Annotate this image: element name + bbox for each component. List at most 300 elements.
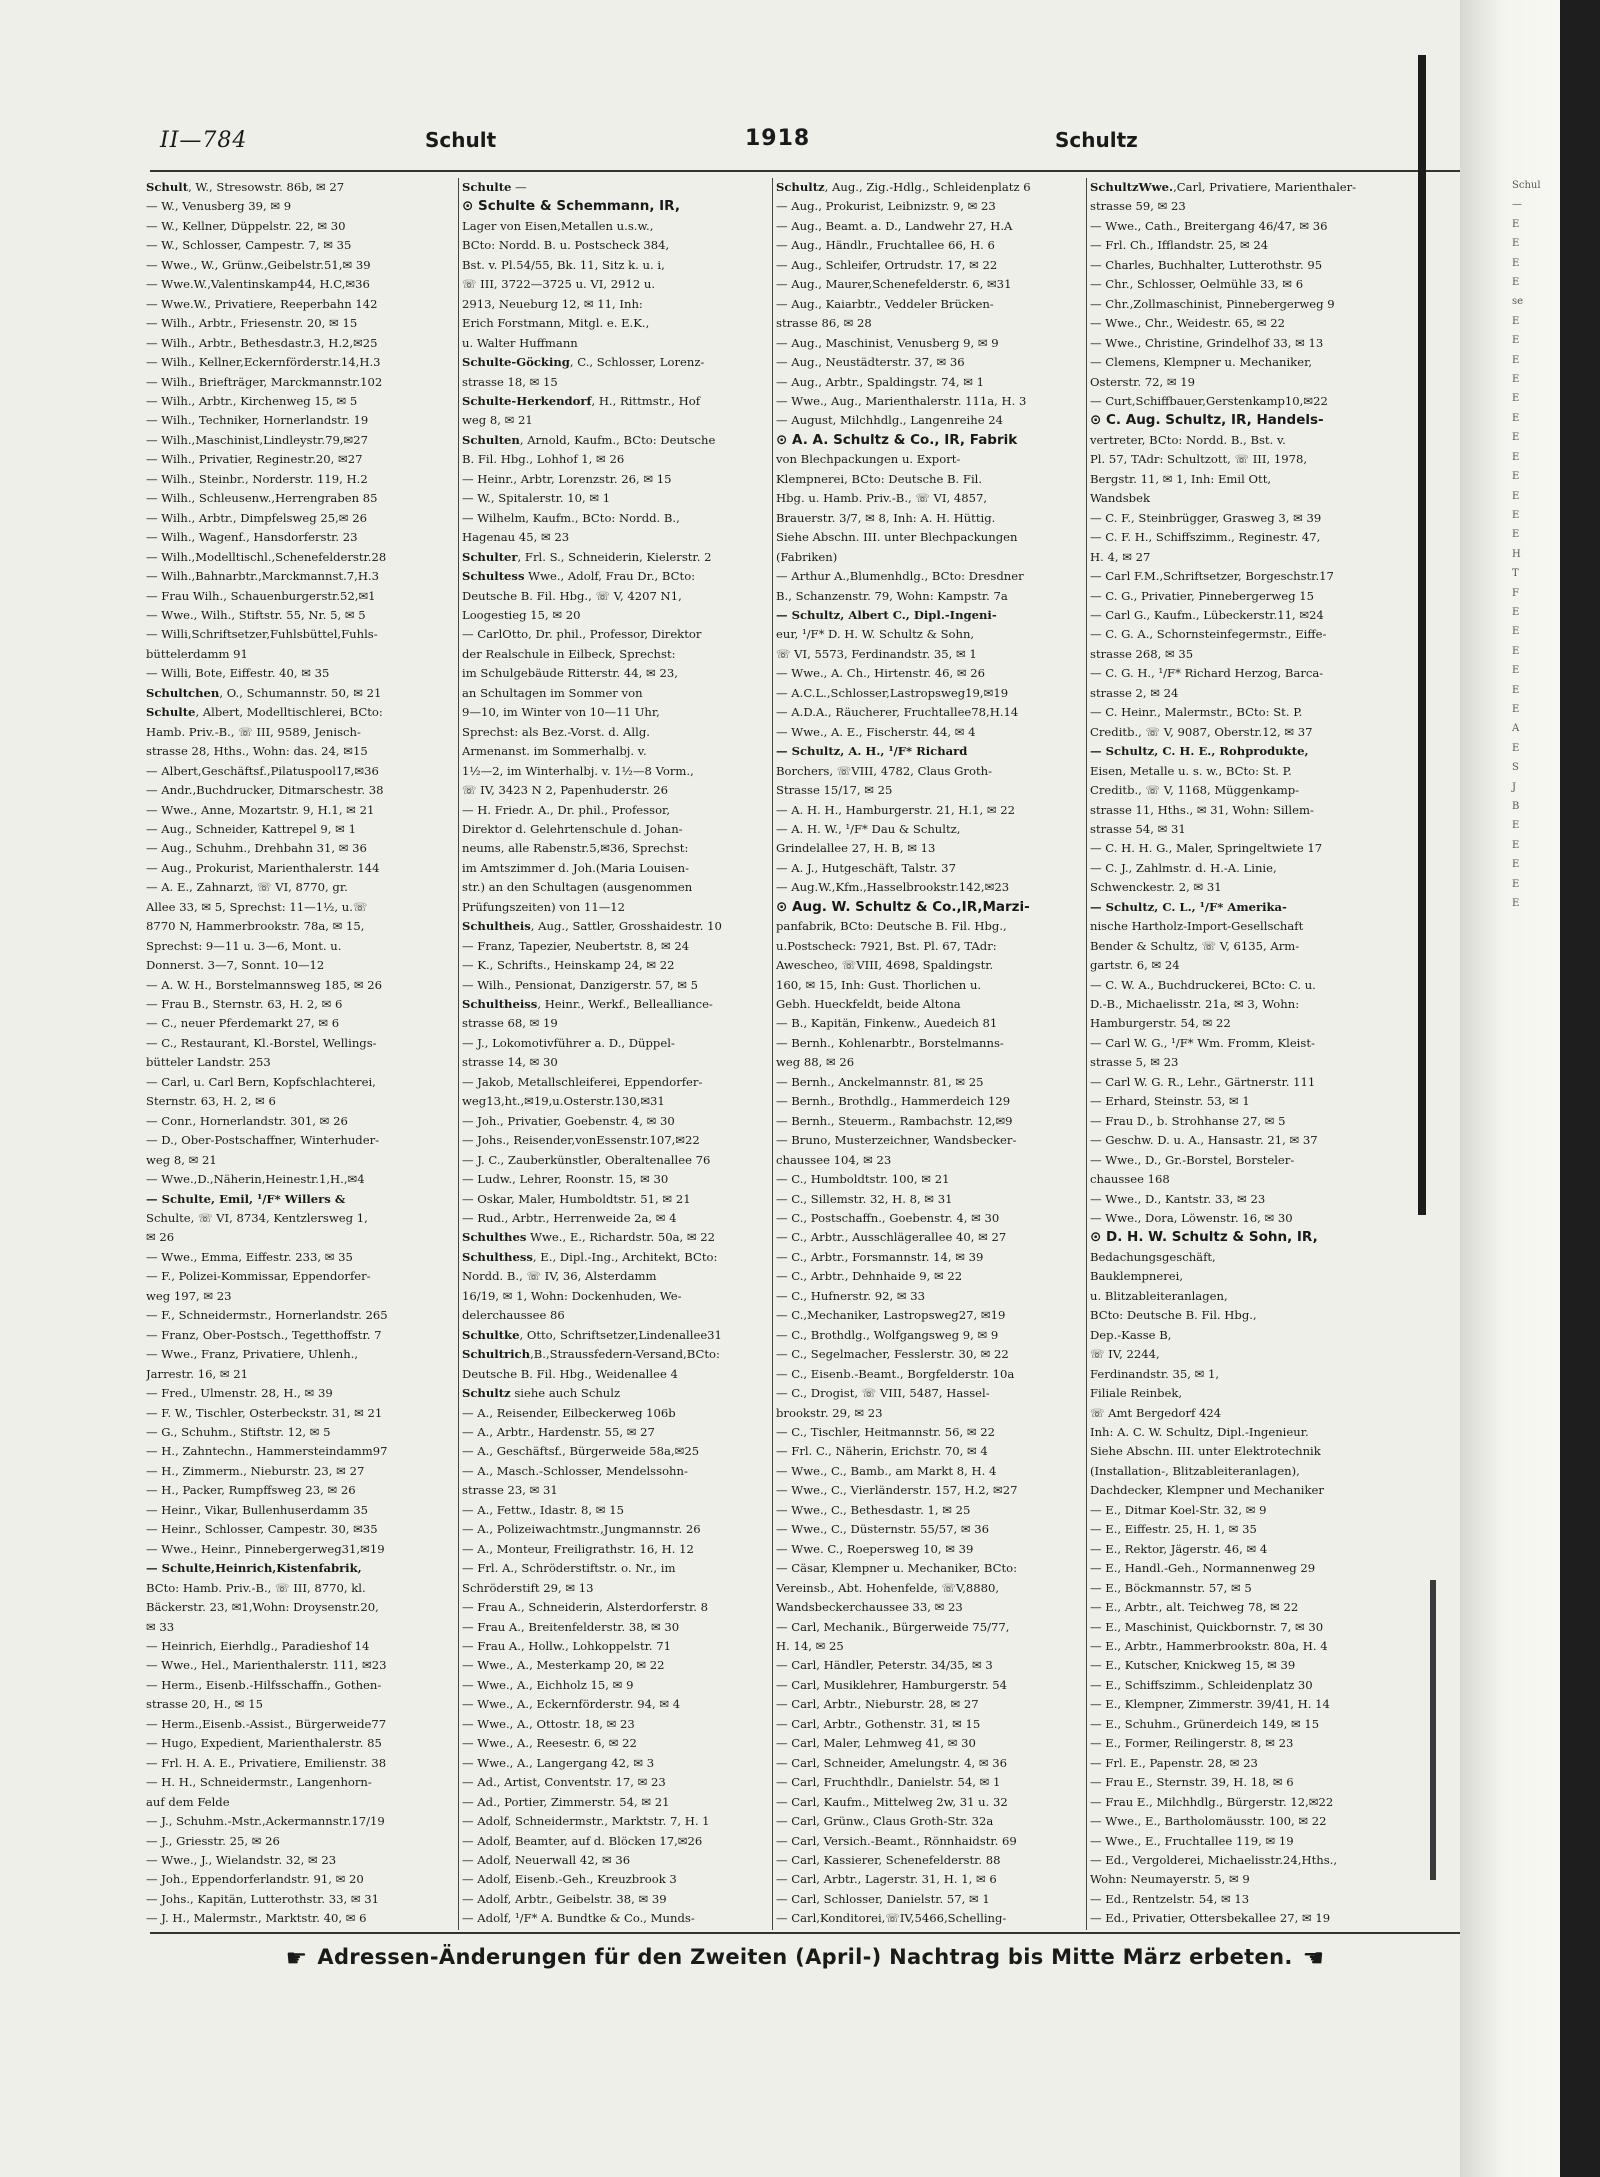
directory-entry: Bst. v. Pl.54/55, Bk. 11, Sitz k. u. i,	[462, 257, 665, 272]
directory-entry: — Wwe., A., Eckernförderstr. 94, ✉ 4	[462, 1697, 681, 1712]
directory-entry: — Wilh., Pensionat, Danzigerstr. 57, ✉ 5	[462, 977, 699, 992]
directory-entry: — C., Tischler, Heitmannstr. 56, ✉ 22	[776, 1425, 996, 1439]
directory-entry: Schultheiss, Heinr., Werkf., Bellealliance-	[462, 997, 713, 1012]
directory-entry: BCto: Nordd. B. u. Postscheck 384,	[462, 238, 670, 253]
directory-entry: Schulthess, E., Dipl.-Ing., Architekt, BCto:	[462, 1249, 718, 1264]
directory-entry: — C. F., Steinbrügger, Grasweg 3, ✉ 39	[1090, 510, 1322, 525]
next-page-fragment-line: E	[1512, 335, 1520, 347]
directory-entry: Gebh. Hueckfeldt, beide Altona	[776, 997, 961, 1012]
directory-entry: — Heinr., Vikar, Bullenhuserdamm 35	[146, 1502, 368, 1517]
directory-entry: u. Blitzableiteranlagen,	[1090, 1288, 1228, 1303]
next-page-fragment-line: E	[1512, 490, 1520, 502]
directory-entry: — B., Kapitän, Finkenw., Auedeich 81	[776, 1016, 998, 1031]
directory-entry: ⊙ Aug. W. Schultz & Co.,IR,Marzi-	[776, 898, 1030, 915]
next-page-fragment-line: E	[1512, 684, 1520, 696]
directory-entry: — Aug., Prokurist, Leibnizstr. 9, ✉ 23	[776, 199, 996, 214]
directory-entry: B., Schanzenstr. 79, Wohn: Kampstr. 7a	[776, 588, 1008, 603]
directory-entry: u.Postscheck: 7921, Bst. Pl. 67, TAdr:	[776, 938, 997, 953]
directory-entry: — J. H., Malermstr., Marktstr. 40, ✉ 6	[146, 1911, 367, 1926]
directory-entry: — D., Ober-Postschaffner, Winterhuder-	[146, 1133, 380, 1148]
footer-text: Adressen-Änderungen für den Zweiten (April-) Nachtrag bis Mitte März erbeten.	[317, 1945, 1293, 1969]
directory-entry: nische Hartholz-Import-Gesellschaft	[1090, 919, 1304, 934]
directory-entry: — Bernh., Anckelmannstr. 81, ✉ 25	[776, 1074, 984, 1089]
next-page-fragment-line: E	[1512, 645, 1520, 657]
directory-entry: — C. Heinr., Malermstr., BCto: St. P.	[1090, 705, 1303, 720]
directory-entry: — Wilh., Arbtr., Kirchenweg 15, ✉ 5	[146, 393, 358, 408]
directory-entry: strasse 5, ✉ 23	[1090, 1055, 1179, 1070]
directory-entry: — Clemens, Klempner u. Mechaniker,	[1090, 355, 1313, 370]
directory-entry: — Aug., Schleifer, Ortrudstr. 17, ✉ 22	[776, 257, 998, 272]
directory-entry: B. Fil. Hbg., Lohhof 1, ✉ 26	[462, 452, 625, 467]
next-page-fragment-line: E	[1512, 354, 1520, 366]
directory-entry: — F. W., Tischler, Osterbeckstr. 31, ✉ 21	[146, 1405, 383, 1420]
directory-entry: — Wilh.,Bahnarbtr.,Marckmannst.7,H.3	[146, 569, 379, 584]
directory-entry: — Carl G., Kaufm., Lübeckerstr.11, ✉24	[1090, 607, 1324, 622]
directory-entry: Sprechst: 9—11 u. 3—6, Mont. u.	[146, 938, 342, 953]
directory-entry: — Wwe., Hel., Marienthalerstr. 111, ✉23	[146, 1658, 387, 1673]
next-page-fragment-line: E	[1512, 626, 1520, 638]
directory-entry: — A.D.A., Räucherer, Fruchtallee78,H.14	[776, 705, 1019, 720]
directory-entry: weg 8, ✉ 21	[146, 1152, 217, 1167]
directory-entry: — Joh., Eppendorferlandstr. 91, ✉ 20	[146, 1872, 364, 1887]
directory-entry: Nordd. B., ☏ IV, 36, Alsterdamm	[462, 1269, 657, 1284]
directory-entry: — E., Handl.-Geh., Normannenweg 29	[1090, 1561, 1316, 1576]
directory-entry: — Schultz, C. L., ¹/F* Amerika-	[1090, 899, 1287, 914]
column-1	[146, 178, 454, 1930]
directory-entry: Schultz siehe auch Schulz	[462, 1386, 621, 1401]
directory-entry: — Bernh., Steuerm., Rambachstr. 12,✉9	[776, 1113, 1013, 1128]
directory-entry: — Adolf, Arbtr., Geibelstr. 38, ✉ 39	[462, 1891, 667, 1906]
directory-entry: — Wilh., Wagenf., Hansdorferstr. 23	[146, 530, 358, 545]
directory-entry: ☏ III, 3722—3725 u. VI, 2912 u.	[462, 277, 656, 292]
directory-entry: — C., Segelmacher, Fesslerstr. 30, ✉ 22	[776, 1347, 1009, 1362]
next-page-fragment-line: E	[1512, 509, 1520, 521]
directory-entry: — Wwe., W., Grünw.,Geibelstr.51,✉ 39	[146, 257, 371, 272]
directory-entry: str.) an den Schultagen (ausgenommen	[462, 880, 693, 895]
directory-entry: — Wilh.,Modelltischl.,Schenefelderstr.28	[146, 549, 387, 564]
directory-entry: — Wwe., C., Düsternstr. 55/57, ✉ 36	[776, 1522, 989, 1537]
directory-entry: — Wwe. C., Roepersweg 10, ✉ 39	[776, 1541, 974, 1556]
next-page-fragment-line: E	[1512, 412, 1520, 424]
directory-entry: strasse 2, ✉ 24	[1090, 685, 1179, 700]
directory-entry: — Carl, Grünw., Claus Groth-Str. 32a	[776, 1814, 994, 1829]
directory-entry: — Frau D., b. Strohhanse 27, ✉ 5	[1090, 1113, 1286, 1128]
directory-entry: — Johs., Kapitän, Lutterothstr. 33, ✉ 31	[146, 1891, 380, 1906]
directory-entry: — Wilh.,Maschinist,Lindleystr.79,✉27	[146, 432, 368, 447]
directory-entry: — Carl F.M.,Schriftsetzer, Borgeschstr.17	[1090, 569, 1334, 584]
directory-entry: — Chr.,Zollmaschinist, Pinnebergerweg 9	[1090, 296, 1335, 311]
directory-entry: ⊙ A. A. Schultz & Co., IR, Fabrik	[776, 431, 1018, 448]
directory-entry: — Schultz, C. H. E., Rohprodukte,	[1090, 744, 1309, 759]
directory-entry: — Aug., Prokurist, Marienthalerstr. 144	[146, 860, 380, 875]
directory-entry: — Wwe., Christine, Grindelhof 33, ✉ 13	[1090, 335, 1324, 350]
directory-entry: — Geschw. D. u. A., Hansastr. 21, ✉ 37	[1090, 1133, 1318, 1148]
directory-entry: vertreter, BCto: Nordd. B., Bst. v.	[1090, 432, 1286, 447]
directory-entry: — Wilh., Steinbr., Norderstr. 119, H.2	[146, 471, 368, 486]
directory-entry: — Aug., Kaiarbtr., Veddeler Brücken-	[776, 296, 994, 311]
directory-entry: — C., Eisenb.-Beamt., Borgfelderstr. 10a	[776, 1366, 1015, 1381]
directory-entry: — Wilh., Privatier, Reginestr.20, ✉27	[146, 452, 363, 467]
next-page-fragment-line: E	[1512, 665, 1520, 677]
directory-entry: Jarrestr. 16, ✉ 21	[146, 1366, 249, 1381]
directory-entry: — Wwe., Dora, Löwenstr. 16, ✉ 30	[1090, 1211, 1293, 1226]
directory-entry: — Wilhelm, Kaufm., BCto: Nordd. B.,	[462, 510, 680, 525]
directory-entry: — CarlOtto, Dr. phil., Professor, Direktor	[462, 627, 702, 642]
year: 1918	[745, 126, 811, 151]
directory-entry: — Bruno, Musterzeichner, Wandsbecker-	[776, 1133, 1017, 1148]
scan-border	[1560, 0, 1600, 2177]
directory-entry: — C., neuer Pferdemarkt 27, ✉ 6	[146, 1016, 340, 1031]
column-divider	[1086, 178, 1087, 1930]
page-header	[150, 120, 1450, 160]
next-page-fragment-line: E	[1512, 898, 1520, 910]
directory-entry: SchultzWwe.,Carl, Privatiere, Marienthaler-	[1090, 180, 1357, 194]
directory-entry: — A. J., Hutgeschäft, Talstr. 37	[776, 860, 956, 875]
directory-entry: D.-B., Michaelisstr. 21a, ✉ 3, Wohn:	[1090, 997, 1300, 1012]
directory-entry: — Adolf, Neuerwall 42, ✉ 36	[462, 1852, 631, 1867]
directory-entry: — C. H. H. G., Maler, Springeltwiete 17	[1090, 841, 1323, 856]
directory-entry: — Wwe., A., Reesestr. 6, ✉ 22	[462, 1736, 637, 1751]
directory-entry: — Carl, Arbtr., Nieburstr. 28, ✉ 27	[776, 1697, 979, 1712]
directory-entry: — Bernh., Brothdlg., Hammerdeich 129	[776, 1094, 1011, 1109]
directory-entry: — Aug., Maschinist, Venusberg 9, ✉ 9	[776, 335, 999, 350]
directory-entry: — Frl. Ch., Ifflandstr. 25, ✉ 24	[1090, 238, 1269, 253]
directory-entry: Schulte —	[462, 180, 527, 194]
next-page-fragment-line: J	[1512, 781, 1517, 793]
directory-entry: — Wilh., Arbtr., Dimpfelsweg 25,✉ 26	[146, 510, 367, 525]
directory-entry: 8770 N, Hammerbrookstr. 78a, ✉ 15,	[146, 919, 365, 934]
directory-entry: strasse 14, ✉ 30	[462, 1055, 558, 1070]
directory-entry: — Ad., Artist, Conventstr. 17, ✉ 23	[462, 1775, 666, 1790]
directory-entry: strasse 18, ✉ 15	[462, 374, 558, 389]
footer-rule	[150, 1932, 1460, 1934]
directory-entry: — J., Griesstr. 25, ✉ 26	[146, 1833, 280, 1848]
directory-entry: Deutsche B. Fil. Hbg., Weidenallee 4	[462, 1366, 678, 1381]
directory-entry: — Chr., Schlosser, Oelmühle 33, ✉ 6	[1090, 277, 1304, 292]
directory-entry: Wohn: Neumayerstr. 5, ✉ 9	[1090, 1872, 1250, 1887]
next-page-fragment-line: E	[1512, 471, 1520, 483]
directory-entry: Ferdinandstr. 35, ✉ 1,	[1090, 1366, 1220, 1381]
directory-entry: — Wilh., Arbtr., Friesenstr. 20, ✉ 15	[146, 316, 358, 331]
directory-entry: strasse 20, H., ✉ 15	[146, 1697, 263, 1712]
directory-entry: — August, Milchhdlg., Langenreihe 24	[776, 413, 1004, 428]
directory-entry: ⊙ D. H. W. Schultz & Sohn, IR,	[1090, 1229, 1318, 1246]
directory-entry: — F., Polizei-Kommissar, Eppendorfer-	[146, 1269, 371, 1284]
directory-entry: chaussee 168	[1090, 1172, 1170, 1187]
directory-entry: — C., Postschaffn., Goebenstr. 4, ✉ 30	[776, 1211, 1000, 1226]
directory-entry: — Wwe., Heinr., Pinnebergerweg31,✉19	[146, 1541, 385, 1556]
directory-entry: — Johs., Reisender,vonEssenstr.107,✉22	[462, 1133, 700, 1148]
directory-entry: Schultess Wwe., Adolf, Frau Dr., BCto:	[462, 569, 696, 584]
directory-entry: — Herm.,Eisenb.-Assist., Bürgerweide77	[146, 1716, 387, 1731]
directory-entry: 160, ✉ 15, Inh: Gust. Thorlichen u.	[776, 977, 982, 992]
directory-entry: — Wwe., Aug., Marienthalerstr. 111a, H. 3	[776, 393, 1027, 408]
directory-entry: — H., Zahntechn., Hammersteindamm97	[146, 1444, 388, 1459]
next-page-fragment-line: E	[1512, 703, 1520, 715]
directory-entry: — Wwe.,D.,Näherin,Heinestr.1,H.,✉4	[146, 1172, 365, 1187]
directory-entry: — E., Former, Reilingerstr. 8, ✉ 23	[1090, 1736, 1294, 1751]
directory-entry: — Frl. C., Näherin, Erichstr. 70, ✉ 4	[776, 1444, 988, 1459]
directory-entry: — Adolf, Beamter, auf d. Blöcken 17,✉26	[462, 1833, 703, 1848]
directory-entry: — A. H. W., ¹/F* Dau & Schultz,	[776, 821, 961, 836]
directory-entry: Schröderstift 29, ✉ 13	[462, 1580, 594, 1595]
directory-entry: — A., Reisender, Eilbeckerweg 106b	[462, 1405, 676, 1420]
directory-entry: gartstr. 6, ✉ 24	[1090, 958, 1180, 973]
directory-entry: — Schulte,Heinrich,Kistenfabrik,	[146, 1561, 362, 1576]
directory-entry: — Frau E., Sternstr. 39, H. 18, ✉ 6	[1090, 1775, 1294, 1790]
directory-entry: an Schultagen im Sommer von	[462, 685, 643, 700]
directory-entry: Vereinsb., Abt. Hohenfelde, ☏V,8880,	[776, 1580, 1000, 1595]
directory-entry: — E., Schiffszimm., Schleidenplatz 30	[1090, 1677, 1313, 1692]
directory-entry: — Schultz, A. H., ¹/F* Richard	[776, 744, 968, 759]
directory-entry: — Ed., Privatier, Ottersbekallee 27, ✉ 19	[1090, 1911, 1331, 1926]
directory-entry: — E., Kutscher, Knickweg 15, ✉ 39	[1090, 1658, 1296, 1673]
directory-entry: im Schulgebäude Ritterstr. 44, ✉ 23,	[462, 666, 678, 681]
directory-entry: Schulte, Albert, Modelltischlerei, BCto:	[146, 705, 383, 720]
directory-entry: — Wwe., Franz, Privatiere, Uhlenh.,	[146, 1347, 359, 1362]
directory-entry: — Wwe., E., Fruchtallee 119, ✉ 19	[1090, 1833, 1294, 1848]
directory-entry: Bender & Schultz, ☏ V, 6135, Arm-	[1090, 938, 1300, 953]
directory-entry: H. 14, ✉ 25	[776, 1638, 844, 1653]
next-page-fragment-line: E	[1512, 878, 1520, 890]
directory-entry: — C., Hufnerstr. 92, ✉ 33	[776, 1288, 926, 1303]
directory-entry: weg13,ht.,✉19,u.Osterstr.130,✉31	[462, 1094, 665, 1109]
directory-entry: Bauklempnerei,	[1090, 1269, 1184, 1284]
directory-entry: 9—10, im Winter von 10—11 Uhr,	[462, 705, 660, 720]
directory-entry: ☏ IV, 2244,	[1090, 1347, 1160, 1362]
directory-entry: — Carl W. G., ¹/F* Wm. Fromm, Kleist-	[1090, 1035, 1315, 1050]
directory-entry: — Frau A., Hollw., Lohkoppelstr. 71	[462, 1638, 672, 1653]
directory-entry: — Wwe., D., Kantstr. 33, ✉ 23	[1090, 1191, 1266, 1206]
directory-entry: — Wwe., A., Eichholz 15, ✉ 9	[462, 1677, 634, 1692]
column-2	[462, 178, 768, 1930]
directory-entry: Siehe Abschn. III. unter Elektrotechnik	[1090, 1444, 1321, 1459]
directory-entry: Osterstr. 72, ✉ 19	[1090, 374, 1196, 389]
next-page-fragment-line: E	[1512, 606, 1520, 618]
directory-entry: — Ed., Rentzelstr. 54, ✉ 13	[1090, 1891, 1250, 1906]
directory-entry: — Wwe., Wilh., Stiftstr. 55, Nr. 5, ✉ 5	[146, 607, 366, 622]
directory-entry: — A., Masch.-Schlosser, Mendelssohn-	[462, 1463, 688, 1478]
column-divider	[772, 178, 773, 1930]
directory-entry: — Joh., Privatier, Goebenstr. 4, ✉ 30	[462, 1113, 675, 1128]
directory-entry: strasse 68, ✉ 19	[462, 1016, 558, 1031]
directory-entry: — Schultz, Albert C., Dipl.-Ingeni-	[776, 607, 997, 622]
directory-entry: — E., Ditmar Koel-Str. 32, ✉ 9	[1090, 1502, 1267, 1517]
directory-entry: — E., Eiffestr. 25, H. 1, ✉ 35	[1090, 1522, 1257, 1537]
directory-entry: Schulten, Arnold, Kaufm., BCto: Deutsche	[462, 432, 716, 447]
directory-entry	[146, 1929, 454, 1930]
page-number: II—784	[160, 128, 248, 153]
directory-entry: Wandsbeckerchaussee 33, ✉ 23	[776, 1600, 963, 1615]
directory-entry: — C. W. A., Buchdruckerei, BCto: C. u.	[1090, 977, 1316, 992]
directory-entry: — Heinr., Arbtr, Lorenzstr. 26, ✉ 15	[462, 471, 672, 486]
directory-entry: neums, alle Rabenstr.5,✉36, Sprechst:	[462, 841, 689, 856]
directory-entry: Dep.-Kasse B,	[1090, 1327, 1172, 1342]
directory-entry: — Franz, Tapezier, Neubertstr. 8, ✉ 24	[462, 938, 690, 953]
directory-entry: — A., Polizeiwachtmstr.,Jungmannstr. 26	[462, 1522, 701, 1537]
directory-entry: Armenanst. im Sommerhalbj. v.	[462, 744, 647, 759]
directory-entry: — Wwe., J., Wielandstr. 32, ✉ 23	[146, 1852, 337, 1867]
directory-entry: — Wwe., A., Ottostr. 18, ✉ 23	[462, 1716, 635, 1731]
directory-entry: (Installation-, Blitzableiteranlagen),	[1090, 1463, 1300, 1478]
directory-entry: Wandsbek	[1090, 491, 1150, 506]
next-page-fragment-line: A	[1512, 723, 1520, 735]
directory-entry: — E., Rektor, Jägerstr. 46, ✉ 4	[1090, 1541, 1268, 1556]
directory-entry: — G., Schuhm., Stiftstr. 12, ✉ 5	[146, 1425, 331, 1439]
directory-entry: strasse 11, Hths., ✉ 31, Wohn: Sillem-	[1090, 802, 1314, 817]
directory-entry: Borchers, ☏VIII, 4782, Claus Groth-	[776, 763, 993, 778]
directory-entry: — Frau Wilh., Schauenburgerstr.52,✉1	[146, 588, 376, 603]
directory-entry: büttelerdamm 91	[146, 646, 248, 661]
column-divider	[458, 178, 459, 1930]
directory-entry: — H. Friedr. A., Dr. phil., Professor,	[462, 802, 671, 817]
next-page-fragment-line: E	[1512, 839, 1520, 851]
directory-entry: Schulter, Frl. S., Schneiderin, Kielerstr. 2	[462, 549, 712, 564]
directory-entry: — C., Arbtr., Forsmannstr. 14, ✉ 39	[776, 1249, 984, 1264]
directory-entry: delerchaussee 86	[462, 1308, 565, 1323]
directory-entry: — Carl, Arbtr., Gothenstr. 31, ✉ 15	[776, 1716, 981, 1731]
directory-entry: — Adolf, ¹/F* A. Bundtke & Co., Munds-	[462, 1911, 695, 1926]
directory-entry: — Wwe., A. Ch., Hirtenstr. 46, ✉ 26	[776, 666, 986, 681]
next-page-fragment-line: E	[1512, 820, 1520, 832]
next-page-fragment-line: E	[1512, 432, 1520, 444]
directory-entry: — Jakob, Metallschleiferei, Eppendorfer-	[462, 1074, 703, 1089]
directory-entry: strasse 28, Hths., Wohn: das. 24, ✉15	[146, 744, 368, 759]
directory-entry: — Franz, Ober-Postsch., Tegetthoffstr. 7	[146, 1327, 382, 1342]
directory-entry: — J., Schuhm.-Mstr.,Ackermannstr.17/19	[146, 1814, 385, 1829]
directory-entry: — Ad., Portier, Zimmerstr. 54, ✉ 21	[462, 1794, 670, 1809]
next-page-fragment-line: B	[1512, 801, 1520, 812]
directory-entry: — Charles, Buchhalter, Lutterothstr. 95	[1090, 257, 1323, 272]
next-page-fragment	[1512, 176, 1552, 913]
pointing-hand-left-icon: ☚	[1302, 1944, 1325, 1972]
directory-entry: Awescheo, ☏VIII, 4698, Spaldingstr.	[776, 958, 994, 973]
next-page-fragment-line: E	[1512, 529, 1520, 541]
directory-entry: — E., Maschinist, Quickbornstr. 7, ✉ 30	[1090, 1619, 1324, 1634]
directory-entry: — C.,Mechaniker, Lastropsweg27, ✉19	[776, 1308, 1006, 1323]
directory-entry: — Ed., Vergolderei, Michaelisstr.24,Hths.,	[1090, 1852, 1338, 1867]
directory-entry: — C., Restaurant, Kl.-Borstel, Wellings-	[146, 1035, 377, 1050]
directory-entry: — Wwe.W., Privatiere, Reeperbahn 142	[146, 296, 378, 311]
directory-entry: — C. G. A., Schornsteinfegermstr., Eiffe-	[1090, 627, 1327, 642]
directory-entry: Strasse 15/17, ✉ 25	[776, 783, 893, 798]
directory-entry: Schultke, Otto, Schriftsetzer,Lindenallee31	[462, 1327, 722, 1342]
column-4	[1090, 178, 1390, 1930]
directory-entry: — Wwe., C., Vierländerstr. 157, H.2, ✉27	[776, 1483, 1018, 1498]
directory-entry: — Aug., Arbtr., Spaldingstr. 74, ✉ 1	[776, 374, 985, 389]
next-page-fragment-line: E	[1512, 742, 1520, 754]
directory-entry: — E., Arbtr., alt. Teichweg 78, ✉ 22	[1090, 1600, 1299, 1615]
directory-entry: — Frl. A., Schröderstiftstr. o. Nr., im	[462, 1561, 676, 1576]
next-page-fragment-line: E	[1512, 315, 1520, 327]
directory-entry: — Herm., Eisenb.-Hilfsschaffn., Gothen-	[146, 1677, 382, 1692]
directory-entry: Creditb., ☏ V, 1168, Müggenkamp-	[1090, 783, 1300, 798]
directory-entry: — Carl, Versich.-Beamt., Rönnhaidstr. 69	[776, 1833, 1017, 1848]
directory-entry: Inh: A. C. W. Schultz, Dipl.-Ingenieur.	[1090, 1425, 1309, 1439]
directory-entry: — W., Schlosser, Campestr. 7, ✉ 35	[146, 238, 352, 253]
directory-entry: — Wilh., Kellner,Eckernförderstr.14,H.3	[146, 355, 381, 370]
directory-entry: Pl. 57, TAdr: Schultzott, ☏ III, 1978,	[1090, 452, 1308, 467]
next-page-fragment-line: E	[1512, 218, 1520, 230]
directory-entry: Filiale Reinbek,	[1090, 1386, 1183, 1401]
directory-entry: — A., Geschäftsf., Bürgerweide 58a,✉25	[462, 1444, 700, 1459]
directory-entry: Creditb., ☏ V, 9087, Oberstr.12, ✉ 37	[1090, 724, 1313, 739]
directory-entry: — Carl, Fruchthdlr., Danielstr. 54, ✉ 1	[776, 1775, 1001, 1790]
directory-entry: Sprechst: als Bez.-Vorst. d. Allg.	[462, 724, 650, 739]
directory-entry: — Aug., Neustädterstr. 37, ✉ 36	[776, 355, 965, 370]
directory-entry: Allee 33, ✉ 5, Sprechst: 11—1½, u.☏	[146, 899, 368, 914]
directory-entry: weg 197, ✉ 23	[146, 1288, 232, 1303]
directory-entry: — Carl, Kaufm., Mittelweg 2w, 31 u. 32	[776, 1794, 1008, 1809]
directory-entry: — Ludw., Lehrer, Roonstr. 15, ✉ 30	[462, 1172, 669, 1187]
directory-entry: — Rud., Arbtr., Herrenweide 2a, ✉ 4	[462, 1211, 677, 1226]
directory-entry: — Hugo, Expedient, Marienthalerstr. 85	[146, 1736, 382, 1751]
directory-entry: ☏ IV, 3423 N 2, Papenhuderstr. 26	[462, 783, 668, 798]
directory-entry: Schulte-Herkendorf, H., Rittmstr., Hof	[462, 393, 701, 408]
directory-entry: — Wilh., Briefträger, Marckmannstr.102	[146, 374, 383, 389]
directory-entry: — Aug.W.,Kfm.,Hasselbrookstr.142,✉23	[776, 880, 1010, 895]
next-page-fragment-line: S	[1512, 762, 1519, 774]
column-3	[776, 178, 1082, 1930]
directory-entry: — Frau E., Milchhdlg., Bürgerstr. 12,✉22	[1090, 1794, 1334, 1809]
directory-entry: — C. G., Privatier, Pinnebergerweg 15	[1090, 588, 1314, 603]
directory-entry: — Frau A., Schneiderin, Alsterdorferstr. 8	[462, 1600, 709, 1615]
directory-entry: ✉ 26	[146, 1230, 175, 1245]
directory-entry: ☏ Amt Bergedorf 424	[1090, 1405, 1222, 1420]
directory-entry: — Andr.,Buchdrucker, Ditmarschestr. 38	[146, 783, 384, 798]
next-page-fragment-line: E	[1512, 859, 1520, 871]
directory-entry: (Fabriken)	[776, 549, 838, 564]
directory-entry: — A., Arbtr., Hardenstr. 55, ✉ 27	[462, 1425, 655, 1439]
next-page-fragment-line: E	[1512, 393, 1520, 405]
directory-entry: BCto: Hamb. Priv.-B., ☏ III, 8770, kl.	[146, 1580, 366, 1595]
directory-entry: — Willi,Schriftsetzer,Fuhlsbüttel,Fuhls-	[146, 627, 378, 642]
next-page-fragment-line: —	[1512, 199, 1522, 211]
directory-entry: — Wwe., C., Bamb., am Markt 8, H. 4	[776, 1463, 997, 1478]
directory-entry: Loogestieg 15, ✉ 20	[462, 607, 581, 622]
directory-entry: — Frl. H. A. E., Privatiere, Emilienstr. 38	[146, 1755, 387, 1770]
next-page-fragment-line: Schul	[1512, 180, 1541, 191]
directory-entry: Bäckerstr. 23, ✉1,Wohn: Droysenstr.20,	[146, 1600, 379, 1615]
directory-entry: Hbg. u. Hamb. Priv.-B., ☏ VI, 4857,	[776, 491, 988, 506]
next-page-fragment-line: E	[1512, 374, 1520, 386]
directory-entry: ⊙ Schulte & Schemmann, IR,	[462, 198, 680, 215]
pointing-hand-right-icon: ☛	[285, 1944, 308, 1972]
directory-entry: — Wwe., D., Gr.-Borstel, Borsteler-	[1090, 1152, 1295, 1167]
directory-entry: u. Walter Huffmann	[462, 335, 578, 350]
directory-entry: — Wilh., Arbtr., Bethesdastr.3, H.2,✉25	[146, 335, 378, 350]
directory-entry: — E., Arbtr., Hammerbrookstr. 80a, H. 4	[1090, 1638, 1328, 1653]
directory-entry: — Carl W. G. R., Lehr., Gärtnerstr. 111	[1090, 1074, 1316, 1089]
directory-entry: — Frau A., Breitenfelderstr. 38, ✉ 30	[462, 1619, 680, 1634]
directory-entry: — A., Monteur, Freiligrathstr. 16, H. 12	[462, 1541, 694, 1556]
directory-entry: 16/19, ✉ 1, Wohn: Dockenhuden, We-	[462, 1288, 682, 1303]
directory-entry: — Adolf, Schneidermstr., Marktstr. 7, H. 1	[462, 1814, 710, 1829]
directory-entry: — Adolf, Eisenb.-Geh., Kreuzbrook 3	[462, 1872, 677, 1887]
directory-entry: — H., Zimmerm., Nieburstr. 23, ✉ 27	[146, 1463, 365, 1478]
directory-entry: — C. J., Zahlmstr. d. H.-A. Linie,	[1090, 860, 1277, 875]
directory-entry: brookstr. 29, ✉ 23	[776, 1405, 883, 1420]
directory-entry: — Wwe., A., Mesterkamp 20, ✉ 22	[462, 1658, 665, 1673]
directory-entry: — C., Drogist, ☏ VIII, 5487, Hassel-	[776, 1386, 990, 1401]
directory-entry: — Wwe., Cath., Breitergang 46/47, ✉ 36	[1090, 218, 1328, 233]
directory-entry: Deutsche B. Fil. Hbg., ☏ V, 4207 N1,	[462, 588, 682, 603]
directory-entry: — F., Schneidermstr., Hornerlandstr. 265	[146, 1308, 388, 1323]
directory-entry: Schwenckestr. 2, ✉ 31	[1090, 880, 1222, 895]
directory-entry: Schultchen, O., Schumannstr. 50, ✉ 21	[146, 685, 382, 700]
directory-entry: BCto: Deutsche B. Fil. Hbg.,	[1090, 1308, 1257, 1323]
directory-entry: Brauerstr. 3/7, ✉ 8, Inh: A. H. Hüttig.	[776, 510, 996, 525]
